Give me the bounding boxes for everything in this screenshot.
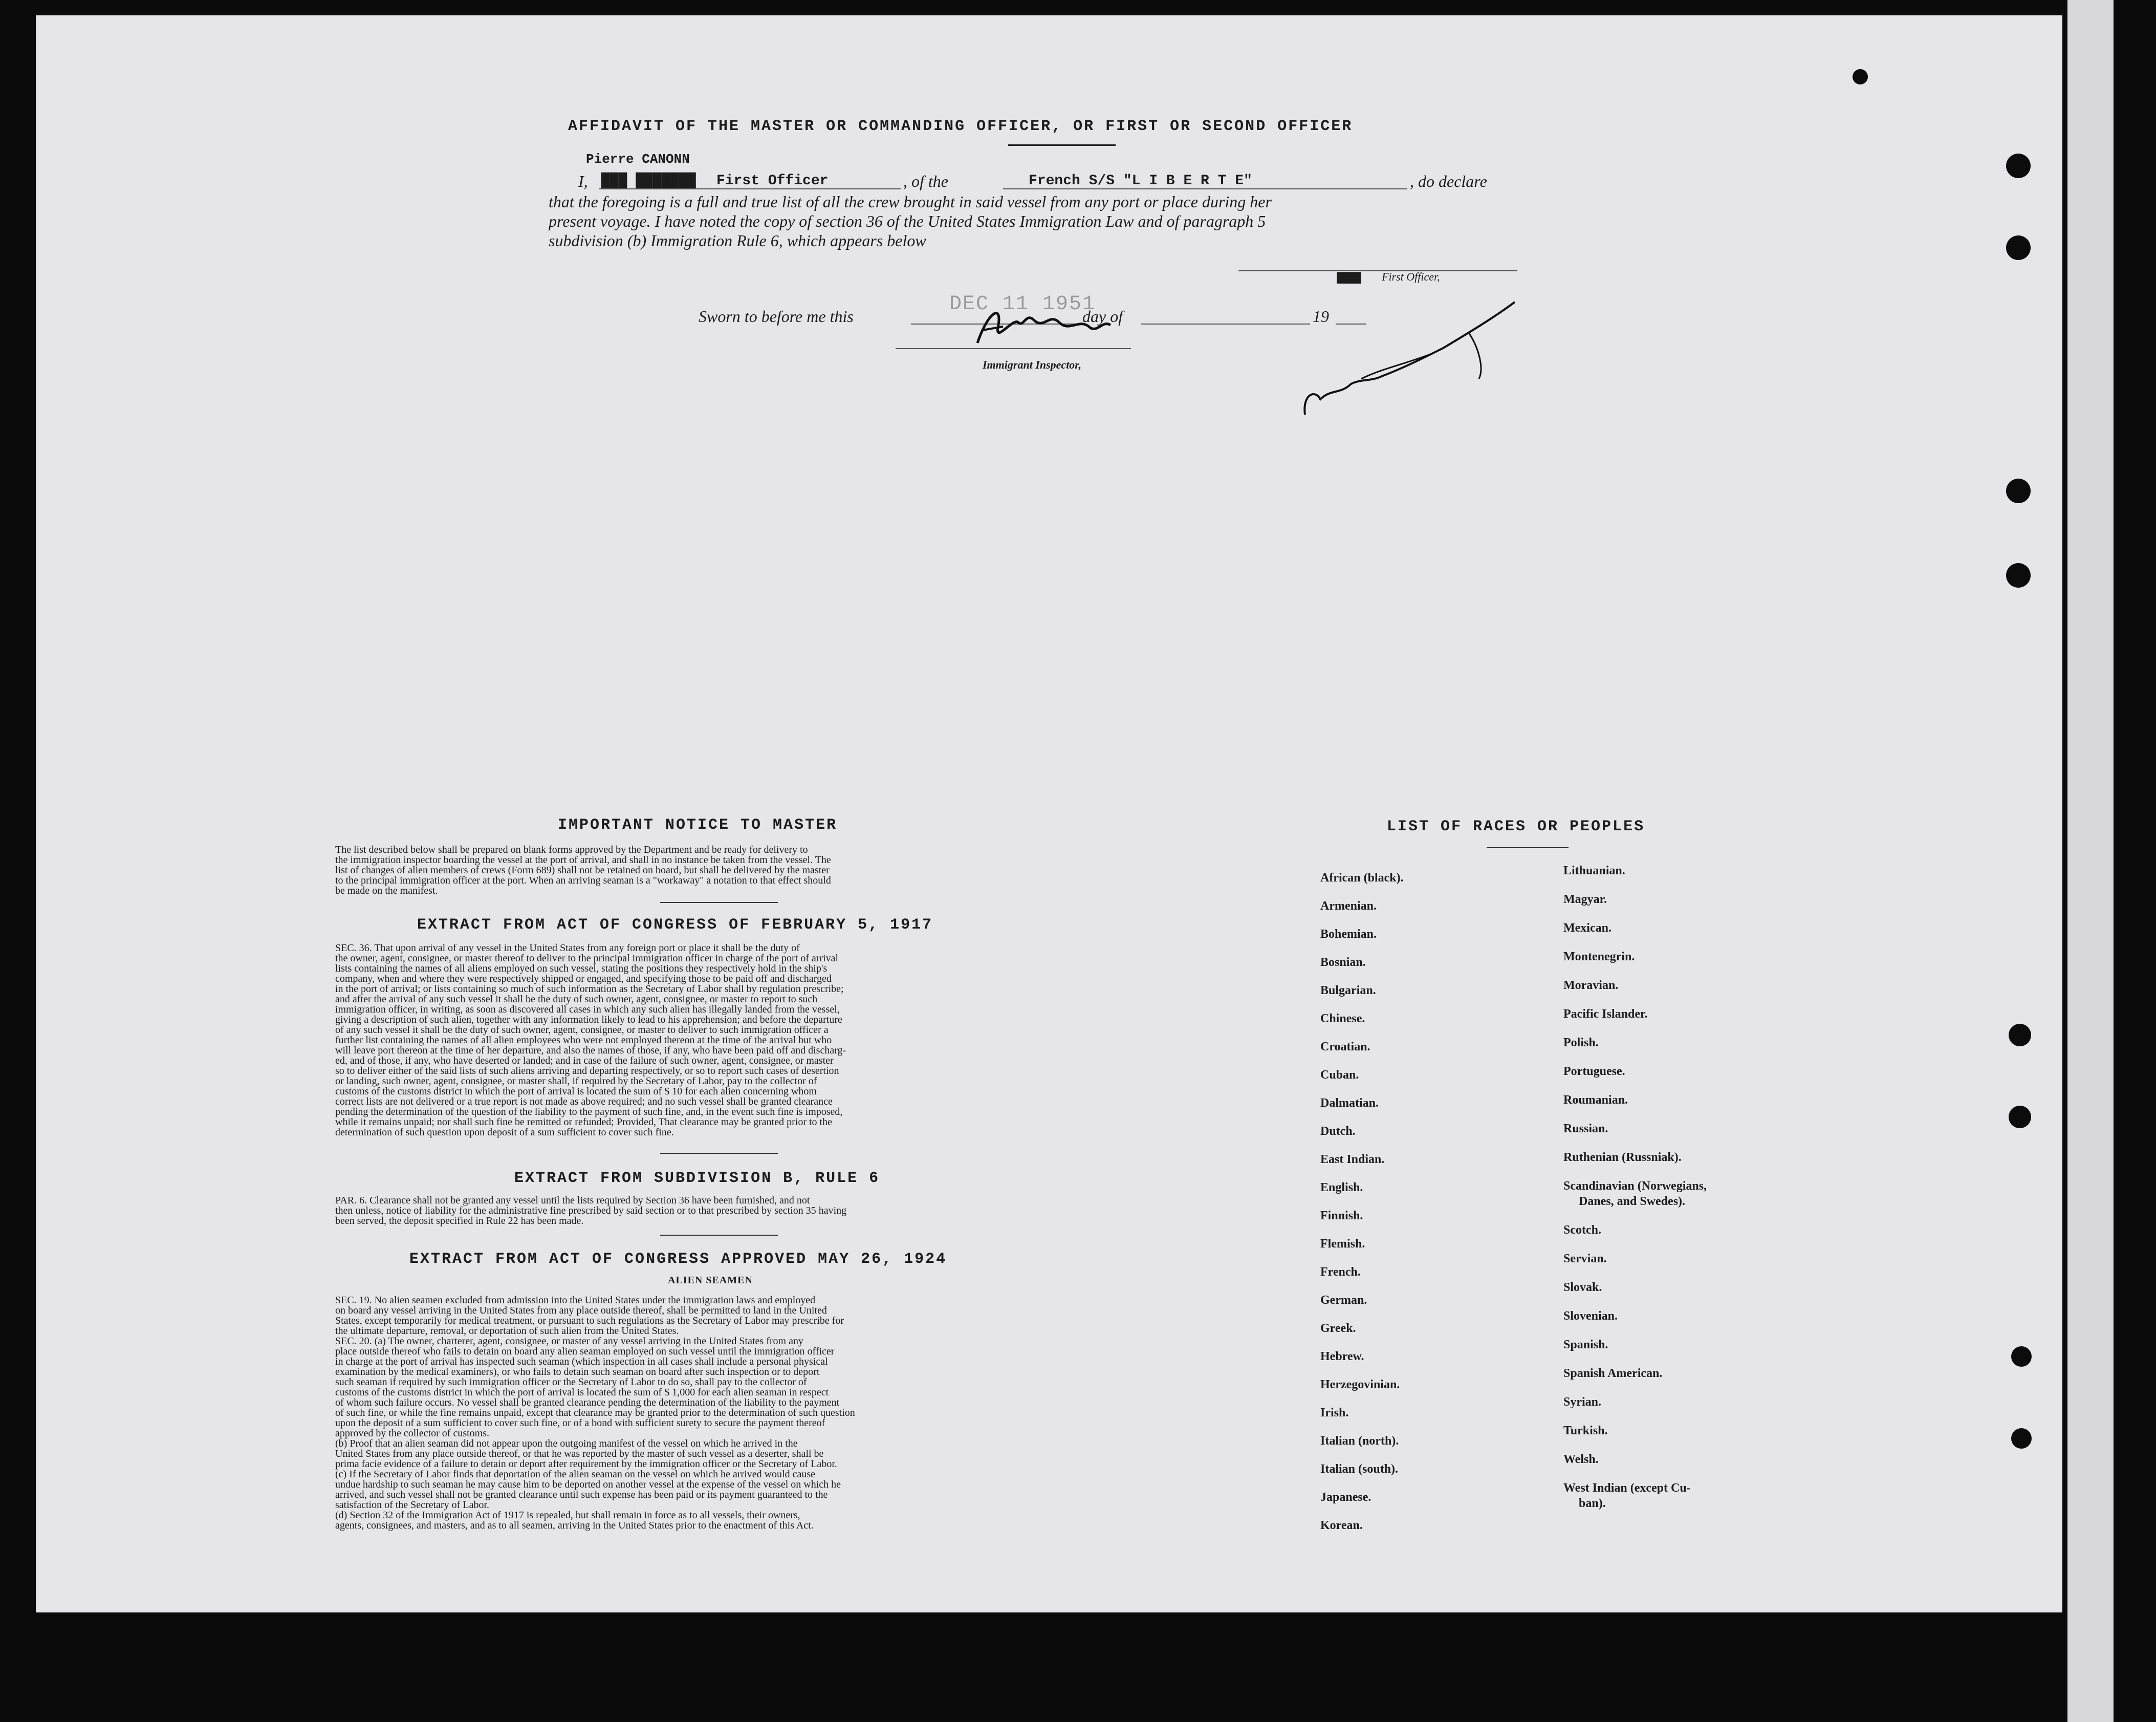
race-item: Scandinavian (Norwegians, — [1563, 1179, 1707, 1193]
extract-line: such seaman if required by such immigration officer or the Secretary of Labor to do so, shall pay to the collector of — [335, 1376, 807, 1388]
race-item: Flemish. — [1320, 1237, 1365, 1251]
race-item: Hebrew. — [1320, 1350, 1364, 1363]
race-item: East Indian. — [1320, 1153, 1385, 1166]
races-right-column — [1563, 864, 1707, 1512]
extract-line: on board any vessel arriving in the United States from any place outside thereof, shall be permitted to land in the United — [335, 1305, 827, 1316]
punch-hole — [2006, 154, 2031, 178]
race-item: Russian. — [1563, 1122, 1608, 1135]
race-item: Bulgarian. — [1320, 984, 1376, 997]
extract-line: of any such vessel it shall be the duty of such owner, agent, consignee, or master to deliver to such immigration officer a — [335, 1024, 829, 1036]
extract-line: the ultimate departure, removal, or deportation of such alien from the United States. — [335, 1325, 679, 1337]
notice-body — [335, 845, 1098, 896]
extract-line: SEC. 36. That upon arrival of any vessel in the United States from any foreign port or place it shall be the duty of — [335, 942, 800, 954]
race-item: Polish. — [1563, 1036, 1599, 1049]
extract-line: satisfaction of the Secretary of Labor. — [335, 1499, 489, 1511]
strikeout-typed: ███ ███████ — [601, 173, 696, 189]
typed-vessel: French S/S "L I B E R T E" — [1029, 173, 1252, 189]
punch-hole — [2011, 1428, 2032, 1449]
race-item: Herzegovinian. — [1320, 1378, 1400, 1391]
notice-line: The list described below shall be prepared on blank forms approved by the Department and be ready for delivery to — [335, 844, 808, 855]
extract-line: the owner, agent, consignee, or master thereof to deliver to the principal immigration officer in charge of the port of arrival — [335, 953, 839, 964]
rule6-line: PAR. 6. Clearance shall not be granted any vessel until the lists required by Section 36 have been furnished, and not — [335, 1195, 810, 1206]
race-item: Magyar. — [1563, 893, 1607, 906]
race-item: Roumanian. — [1563, 1093, 1628, 1107]
strikeout-typed: ████ — [1337, 272, 1362, 284]
punch-hole — [2006, 479, 2031, 503]
title-rule — [1008, 144, 1116, 146]
punch-hole — [2009, 1024, 2031, 1046]
extract-line: examination by the medical examiners), or who fails to detain such seaman on board after such inspection or to deport — [335, 1366, 820, 1377]
officer-signature — [1300, 292, 1525, 425]
extract-line: or landing, such owner, agent, consignee, or master shall, if required by the Secretary of Labor, pay to the collector of — [335, 1075, 817, 1087]
race-item: Servian. — [1563, 1252, 1607, 1265]
race-item: Korean. — [1320, 1519, 1363, 1532]
notice-line: the immigration inspector boarding the vessel at the port of arrival, and shall in no instance be taken from the vessel. The — [335, 854, 831, 866]
punch-hole — [2009, 1106, 2031, 1128]
races-left-column — [1320, 864, 1404, 1540]
race-item: Japanese. — [1320, 1491, 1371, 1504]
race-item: Slovenian. — [1563, 1309, 1618, 1323]
extract-line: company, when and where they were respectively shipped or engaged, and specifying those to be paid off and discharged — [335, 973, 832, 984]
affidavit-i: I, — [578, 172, 588, 190]
extract-line: undue hardship to such seaman he may cause him to be deported on another vessel at the expense of the vessel on which he — [335, 1479, 841, 1490]
race-item: Mexican. — [1563, 921, 1611, 935]
punch-hole — [2006, 235, 2031, 260]
extract-1917-title: EXTRACT FROM ACT OF CONGRESS OF FEBRUARY 5, 1917 — [417, 916, 933, 934]
races-title: LIST OF RACES OR PEOPLES — [1387, 818, 1645, 835]
affidavit-line-3: present voyage. I have noted the copy of section 36 of the United States Immigration Law and of paragraph 5 — [549, 212, 1266, 230]
extract-line: (c) If the Secretary of Labor finds that deportation of the alien seaman on the vessel on which he arrived would cause — [335, 1469, 815, 1480]
race-item: Dalmatian. — [1320, 1096, 1379, 1110]
punch-hole — [2006, 563, 2031, 588]
of-the-text: , of the — [903, 172, 948, 190]
extract-line: further list containing the names of all alien employees who were not employed thereon at the time of the arrival but who — [335, 1035, 832, 1046]
race-item: ban). — [1579, 1497, 1606, 1510]
extract-line: correct lists are not delivered or a true report is not made as above required; and no such vessel shall be granted clearance — [335, 1096, 833, 1107]
sworn-text: Sworn to before me this — [699, 307, 854, 326]
race-item: Welsh. — [1563, 1453, 1599, 1466]
date-stamp: DEC 11 1951 — [949, 293, 1096, 316]
race-item: Spanish. — [1563, 1338, 1608, 1351]
extract-line: of such fine, or while the fine remains unpaid, except that clearance may be granted prior to the determination of such question — [335, 1407, 855, 1418]
affidavit-title: AFFIDAVIT OF THE MASTER OR COMMANDING OFFICER, OR FIRST OR SECOND OFFICER — [568, 118, 1353, 135]
extract-line: United States from any place outside thereof, or that he was reported by the master of such vessel as a deserter, shall be — [335, 1448, 824, 1459]
rule6-line: been served, the deposit specified in Rule 22 has been made. — [335, 1215, 584, 1226]
extract-line: (b) Proof that an alien seaman did not appear upon the outgoing manifest of the vessel on which he arrived in the — [335, 1438, 798, 1449]
extract-line: of whom such failure occurs. No vessel shall be granted clearance pending the determination of the liability to the payment — [335, 1397, 840, 1408]
extract-line: so to deliver either of the said lists of such aliens arriving and departing respectively, or so to report such cases of desertion — [335, 1065, 839, 1077]
race-item: Italian (south). — [1320, 1462, 1399, 1476]
extract-line: upon the deposit of a sum sufficient to cover such fine, or of a bond with sufficient surety to secure the payment thereof — [335, 1417, 825, 1429]
race-item: Greek. — [1320, 1322, 1356, 1335]
extract-line: approved by the collector of customs. — [335, 1428, 490, 1439]
race-item: Moravian. — [1563, 979, 1619, 992]
race-item: Bohemian. — [1320, 928, 1377, 941]
race-item: Dutch. — [1320, 1125, 1356, 1138]
notice-line: to the principal immigration officer at the port. When an arriving seaman is a "workaway" a notation to that effect should — [335, 875, 831, 886]
do-declare-text: , do declare — [1410, 172, 1487, 190]
race-item: Slovak. — [1563, 1281, 1602, 1294]
notice-line: list of changes of alien members of crews (Form 689) shall not be retained on board, but shall be delivered by the master — [335, 865, 830, 876]
race-item: Armenian. — [1320, 899, 1377, 913]
extract-line: pending the determination of the question of the liability to the payment of such fine, and, in the event such fine is imposed, — [335, 1106, 843, 1117]
punch-hole — [2011, 1346, 2032, 1367]
race-item: Bosnian. — [1320, 956, 1366, 969]
extract-line: SEC. 19. No alien seamen excluded from admission into the United States under the immigration laws and employed — [335, 1295, 816, 1306]
race-item: African (black). — [1320, 871, 1404, 885]
extract-line: giving a description of such alien, together with any information likely to lead to his apprehension; and before the departure — [335, 1014, 842, 1025]
officer-sig-label: First Officer, — [1382, 270, 1440, 283]
race-item: Pacific Islander. — [1563, 1007, 1648, 1021]
binder-strip — [2067, 0, 2114, 1722]
race-item: Ruthenian (Russniak). — [1563, 1151, 1682, 1164]
extract-line: place outside thereof who fails to detain on board any alien seaman employed on such vessel until the immigration officer — [335, 1346, 835, 1357]
race-item: German. — [1320, 1294, 1367, 1307]
race-item: Spanish American. — [1563, 1367, 1663, 1380]
punch-hole — [1853, 69, 1868, 84]
extract-line: prima facie evidence of a failure to detain or deport after requirement by the immigration officer or the Secretary of Labor. — [335, 1458, 837, 1470]
race-item: Finnish. — [1320, 1209, 1363, 1222]
extract-line: in the port of arrival; or lists containing so much of such information as the Secretary of Labor shall by regulation prescribe; — [335, 983, 844, 995]
notice-line: be made on the manifest. — [335, 885, 438, 896]
typed-name: Pierre CANONN — [586, 152, 690, 167]
race-item: Croatian. — [1320, 1040, 1370, 1053]
race-item: Irish. — [1320, 1406, 1349, 1419]
inspector-signature — [967, 292, 1131, 358]
extract-line: customs of the customs district in which the port of arrival is located the sum of $ 10 for each alien concerning whom — [335, 1086, 817, 1097]
affidavit-line-2: that the foregoing is a full and true list of all the crew brought in said vessel from any port or place during her — [549, 192, 1272, 211]
race-item: West Indian (except Cu- — [1563, 1481, 1691, 1495]
extract-line: States, except temporarily for medical treatment, or pursuant to such regulations as the Secretary of Labor may prescribe for — [335, 1315, 844, 1326]
day-of-text: day of — [1082, 307, 1123, 326]
year-prefix: 19 — [1313, 307, 1329, 326]
extract-line: arrived, and such vessel shall not be granted clearance until such expense has been paid or its payment guaranteed to the — [335, 1489, 828, 1500]
race-item: Cuban. — [1320, 1068, 1359, 1082]
extract-line: lists containing the names of all aliens employed on such vessel, stating the positions they respectively hold in the ship's — [335, 963, 827, 974]
race-item: Montenegrin. — [1563, 950, 1635, 963]
extract-line: while it remains unpaid; nor shall such fine be remitted or refunded; Provided, That clearance may be granted prior to the — [335, 1116, 832, 1128]
race-item: Danes, and Swedes). — [1579, 1195, 1686, 1208]
extract-line: and after the arrival of any such vessel it shall be the duty of such owner, agent, consignee, or master to report to such — [335, 994, 818, 1005]
race-item: Italian (north). — [1320, 1434, 1399, 1448]
race-item: Lithuanian. — [1563, 864, 1625, 877]
rule6-title: EXTRACT FROM SUBDIVISION B, RULE 6 — [514, 1170, 880, 1187]
race-item: Portuguese. — [1563, 1065, 1625, 1078]
race-item: Turkish. — [1563, 1424, 1608, 1437]
extract-line: in charge at the port of arrival has inspected such seaman (which inspection in all cases shall include a personal physical — [335, 1356, 828, 1367]
extract-line: will leave port thereon at the time of her departure, and also the names of those, if any, who have been paid off and discharg- — [335, 1045, 846, 1056]
extract-1924-body — [335, 1295, 1098, 1531]
extract-line: SEC. 20. (a) The owner, charterer, agent, consignee, or master of any vessel arriving in the United States from any — [335, 1336, 803, 1347]
extract-line: immigration officer, in writing, as soon as discovered all cases in which any such alien has illegally landed from the vessel, — [335, 1004, 840, 1015]
race-item: Scotch. — [1563, 1223, 1601, 1237]
notice-title: IMPORTANT NOTICE TO MASTER — [558, 816, 838, 834]
extract-1917-body — [335, 943, 1098, 1137]
race-item: Syrian. — [1563, 1395, 1602, 1409]
extract-line: ed, and of those, if any, who have deserted or landed; and in case of the failure of such owner, agent, consignee, or master — [335, 1055, 834, 1066]
extract-line: customs of the customs district in which the port of arrival is located the sum of $ 1,000 for each alien seaman in respect — [335, 1387, 829, 1398]
extract-line: determination of such question upon deposit of a sum sufficient to cover such fine. — [335, 1127, 674, 1138]
extract-1924-title: EXTRACT FROM ACT OF CONGRESS APPROVED MAY 26, 1924 — [409, 1251, 947, 1268]
inspector-label: Immigrant Inspector, — [983, 358, 1082, 371]
extract-line: agents, consignees, and masters, and as to all seamen, arriving in the United States prior to the enactment of this Act. — [335, 1520, 814, 1531]
race-item: English. — [1320, 1181, 1363, 1194]
rule6-body — [335, 1195, 1098, 1226]
typed-officer: First Officer — [716, 173, 829, 189]
extract-line: (d) Section 32 of the Immigration Act of 1917 is repealed, but shall remain in force as to all vessels, their owners, — [335, 1510, 800, 1521]
race-item: French. — [1320, 1265, 1361, 1279]
affidavit-line-4: subdivision (b) Immigration Rule 6, which appears below — [549, 231, 926, 250]
alien-seamen-subtitle: ALIEN SEAMEN — [668, 1275, 753, 1286]
race-item: Chinese. — [1320, 1012, 1365, 1025]
rule6-line: then unless, notice of liability for the administrative fine prescribed by said section or to that prescribed by section 35 having — [335, 1205, 847, 1216]
